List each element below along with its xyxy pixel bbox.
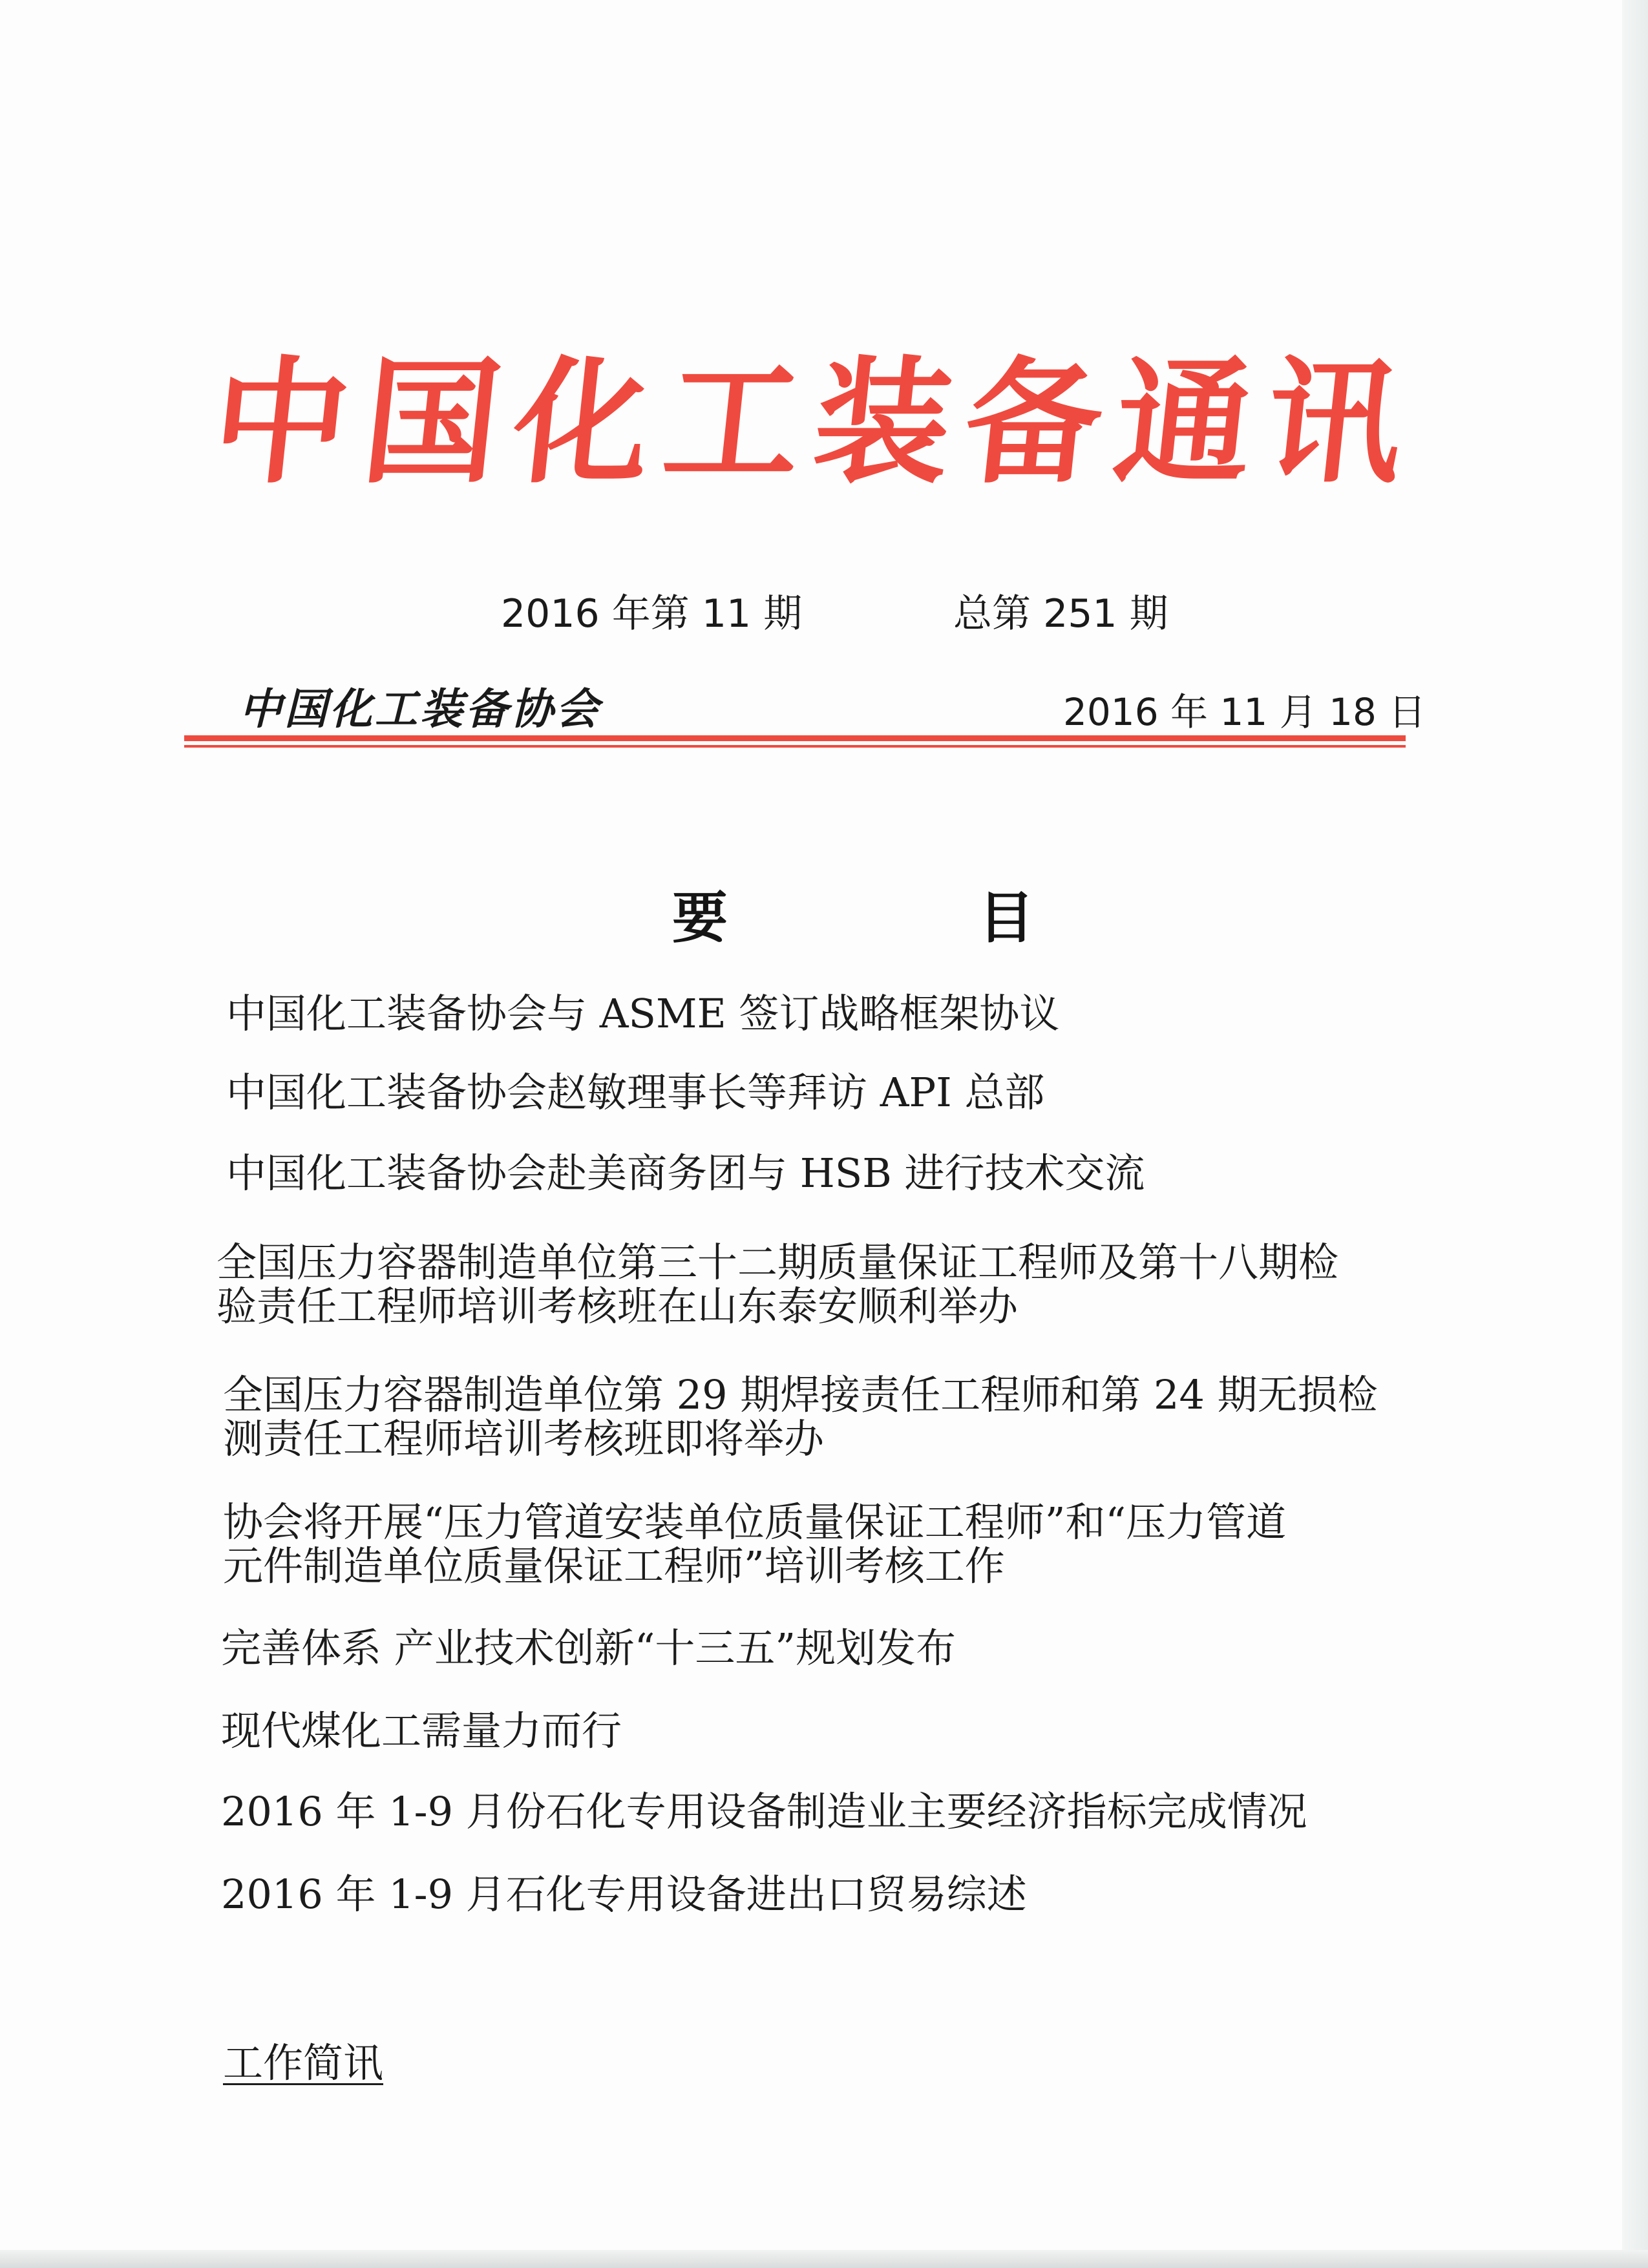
toc-item-line: 现代煤化工需量力而行 [221, 1707, 622, 1754]
header-rule [184, 735, 1406, 750]
toc-item[interactable] [221, 1873, 1027, 1916]
toc-item-line: 验责任工程师培训考核班在山东泰安顺利举办 [217, 1283, 1019, 1330]
issue-total: 总第 251 期 [953, 591, 1168, 636]
header-rule-thick [184, 735, 1406, 741]
masthead-char: 中 [205, 344, 357, 502]
masthead-title [205, 326, 1411, 520]
toc-item[interactable] [221, 1626, 956, 1670]
toc-item-line: 全国压力容器制造单位第 29 期焊接责任工程师和第 24 期无损检 [223, 1371, 1378, 1418]
scan-edge-right [1622, 0, 1648, 2268]
toc-heading [672, 886, 1034, 950]
toc-item-line: 完善体系 产业技术创新“十三五”规划发布 [221, 1624, 956, 1672]
publication-date: 2016 年 11 月 18 日 [1063, 690, 1426, 734]
toc-item[interactable] [223, 1373, 1378, 1461]
toc-item-line: 全国压力容器制造单位第三十二期质量保证工程师及第十八期检 [217, 1239, 1339, 1286]
issue-number: 2016 年第 11 期 [501, 591, 803, 636]
masthead-char: 国 [355, 344, 508, 502]
masthead-char: 讯 [1258, 344, 1411, 502]
toc-item-line: 2016 年 1-9 月石化专用设备进出口贸易综述 [221, 1871, 1027, 1918]
toc-item-line: 测责任工程师培训考核班即将举办 [223, 1415, 825, 1462]
work-news-section-link[interactable]: 工作简讯 [223, 2039, 384, 2086]
masthead-char: 通 [1108, 344, 1261, 502]
toc-item-line: 协会将开展“压力管道安装单位质量保证工程师”和“压力管道 [223, 1498, 1287, 1546]
toc-item[interactable] [221, 1709, 622, 1753]
toc-item[interactable] [226, 1071, 1044, 1115]
toc-item[interactable] [223, 1500, 1286, 1588]
toc-item-line: 2016 年 1-9 月份石化专用设备制造业主要经济指标完成情况 [221, 1788, 1307, 1835]
masthead-char: 备 [957, 344, 1110, 502]
masthead-char: 化 [505, 344, 659, 502]
toc-item[interactable] [226, 992, 1059, 1036]
masthead-char: 工 [656, 344, 809, 502]
header-rule-thin [184, 745, 1406, 748]
toc-item[interactable] [217, 1241, 1338, 1328]
masthead-char: 装 [807, 344, 960, 502]
toc-item-line: 中国化工装备协会赴美商务团与 HSB 进行技术交流 [226, 1150, 1145, 1197]
scan-edge-bottom [0, 2250, 1648, 2268]
toc-item-line: 中国化工装备协会赵敏理事长等拜访 API 总部 [226, 1069, 1045, 1116]
toc-heading-char: 要 [672, 886, 728, 950]
toc-heading-char: 目 [978, 886, 1034, 950]
toc-item-line: 中国化工装备协会与 ASME 签订战略框架协议 [226, 990, 1060, 1037]
toc-item-line: 元件制造单位质量保证工程师”培训考核工作 [223, 1542, 1005, 1590]
toc-item[interactable] [226, 1151, 1145, 1195]
publisher-name: 中国化工装备协会 [239, 684, 601, 734]
toc-item[interactable] [221, 1790, 1307, 1834]
